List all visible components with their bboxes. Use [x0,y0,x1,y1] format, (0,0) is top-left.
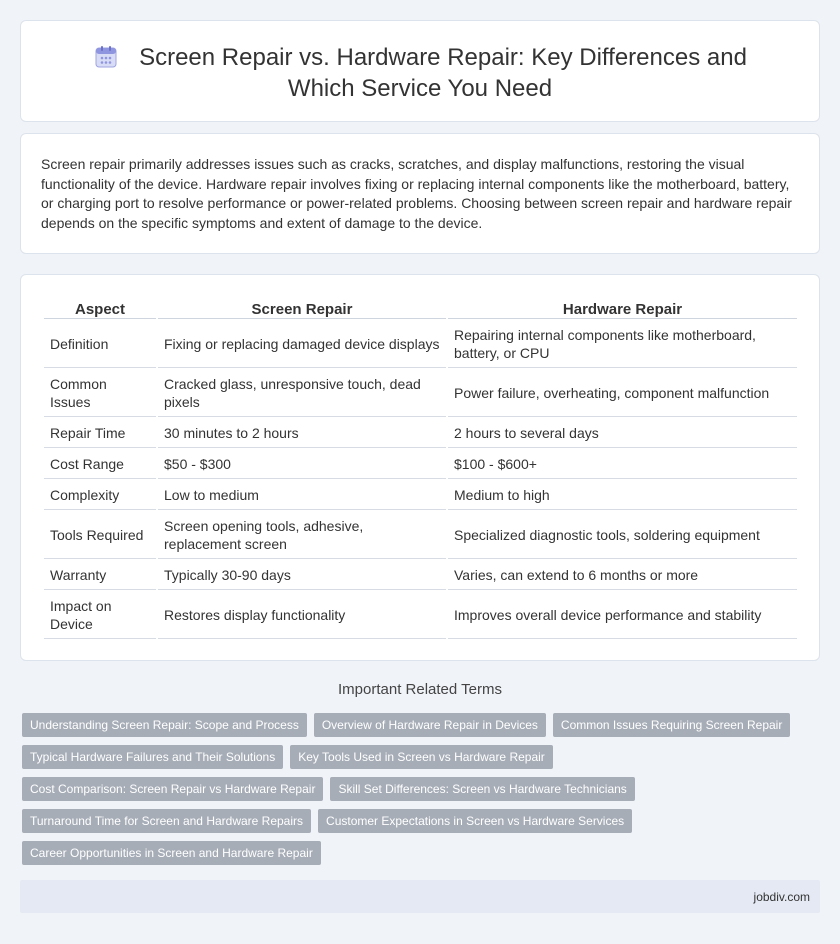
table-cell-screen: Fixing or replacing damaged device displays [158,321,446,368]
table-row [44,561,797,590]
header-hardware-repair: Hardware Repair [448,297,797,319]
table-cell-aspect: Repair Time [44,419,156,448]
related-term-link[interactable]: Understanding Screen Repair: Scope and Process [22,713,307,737]
header-screen-repair: Screen Repair [158,297,446,319]
table-cell-screen: $50 - $300 [158,450,446,479]
table-row [44,481,797,510]
table-cell-aspect: Definition [44,321,156,368]
table-header-row [44,297,797,319]
term-row [22,713,822,745]
related-term-link[interactable]: Overview of Hardware Repair in Devices [314,713,546,737]
table-cell-hardware: Medium to high [448,481,797,510]
table-row [44,419,797,448]
footer-site-link[interactable]: jobdiv.com [753,890,810,904]
related-terms-list [22,713,822,873]
table-cell-hardware: Repairing internal components like motherboard, battery, or CPU [448,321,797,368]
related-term-link[interactable]: Customer Expectations in Screen vs Hardware Services [318,809,632,833]
table-cell-aspect: Tools Required [44,512,156,559]
header-aspect: Aspect [44,297,156,319]
related-terms-heading: Important Related Terms [338,681,502,698]
intro-paragraph: Screen repair primarily addresses issues such as cracks, scratches, and display malfunctions, restoring the visual functionality of the device. Hardware repair involves fixing or replacing internal components like the motherboard, battery, or charging port to resolve performance or power-related problems. Choosing between screen repair and hardware repair depends on the specific symptoms and extent of damage to the device. [41,156,792,231]
term-row [22,841,822,873]
intro-card [20,133,820,254]
related-term-link[interactable]: Common Issues Requiring Screen Repair [553,713,790,737]
table-cell-screen: Cracked glass, unresponsive touch, dead pixels [158,370,446,417]
related-term-link[interactable]: Career Opportunities in Screen and Hardware Repair [22,841,321,865]
related-term-link[interactable]: Skill Set Differences: Screen vs Hardware Technicians [330,777,634,801]
table-cell-hardware: 2 hours to several days [448,419,797,448]
table-row [44,450,797,479]
table-cell-screen: 30 minutes to 2 hours [158,419,446,448]
table-cell-hardware: Power failure, overheating, component malfunction [448,370,797,417]
related-term-link[interactable]: Cost Comparison: Screen Repair vs Hardware Repair [22,777,323,801]
table-row [44,592,797,639]
table-cell-aspect: Impact on Device [44,592,156,639]
calendar-icon [93,44,119,70]
comparison-card [20,274,820,661]
title-card [20,20,820,122]
table-cell-aspect: Complexity [44,481,156,510]
table-cell-aspect: Common Issues [44,370,156,417]
related-term-link[interactable]: Key Tools Used in Screen vs Hardware Repair [290,745,553,769]
table-cell-hardware: Improves overall device performance and stability [448,592,797,639]
term-row [22,809,822,841]
related-term-link[interactable]: Typical Hardware Failures and Their Solutions [22,745,283,769]
table-cell-screen: Restores display functionality [158,592,446,639]
table-row [44,512,797,559]
page-title: Screen Repair vs. Hardware Repair: Key Differences and Which Service You Need [139,44,747,102]
table-cell-hardware: $100 - $600+ [448,450,797,479]
table-cell-screen: Typically 30-90 days [158,561,446,590]
comparison-table [42,295,799,641]
footer-bar [20,880,820,913]
table-row [44,321,797,368]
term-row [22,745,822,777]
term-row [22,777,822,809]
table-cell-hardware: Varies, can extend to 6 months or more [448,561,797,590]
title-wrap [61,43,779,103]
table-cell-aspect: Warranty [44,561,156,590]
related-term-link[interactable]: Turnaround Time for Screen and Hardware Repairs [22,809,311,833]
table-row [44,370,797,417]
table-cell-screen: Low to medium [158,481,446,510]
table-cell-screen: Screen opening tools, adhesive, replacement screen [158,512,446,559]
table-cell-hardware: Specialized diagnostic tools, soldering equipment [448,512,797,559]
table-cell-aspect: Cost Range [44,450,156,479]
